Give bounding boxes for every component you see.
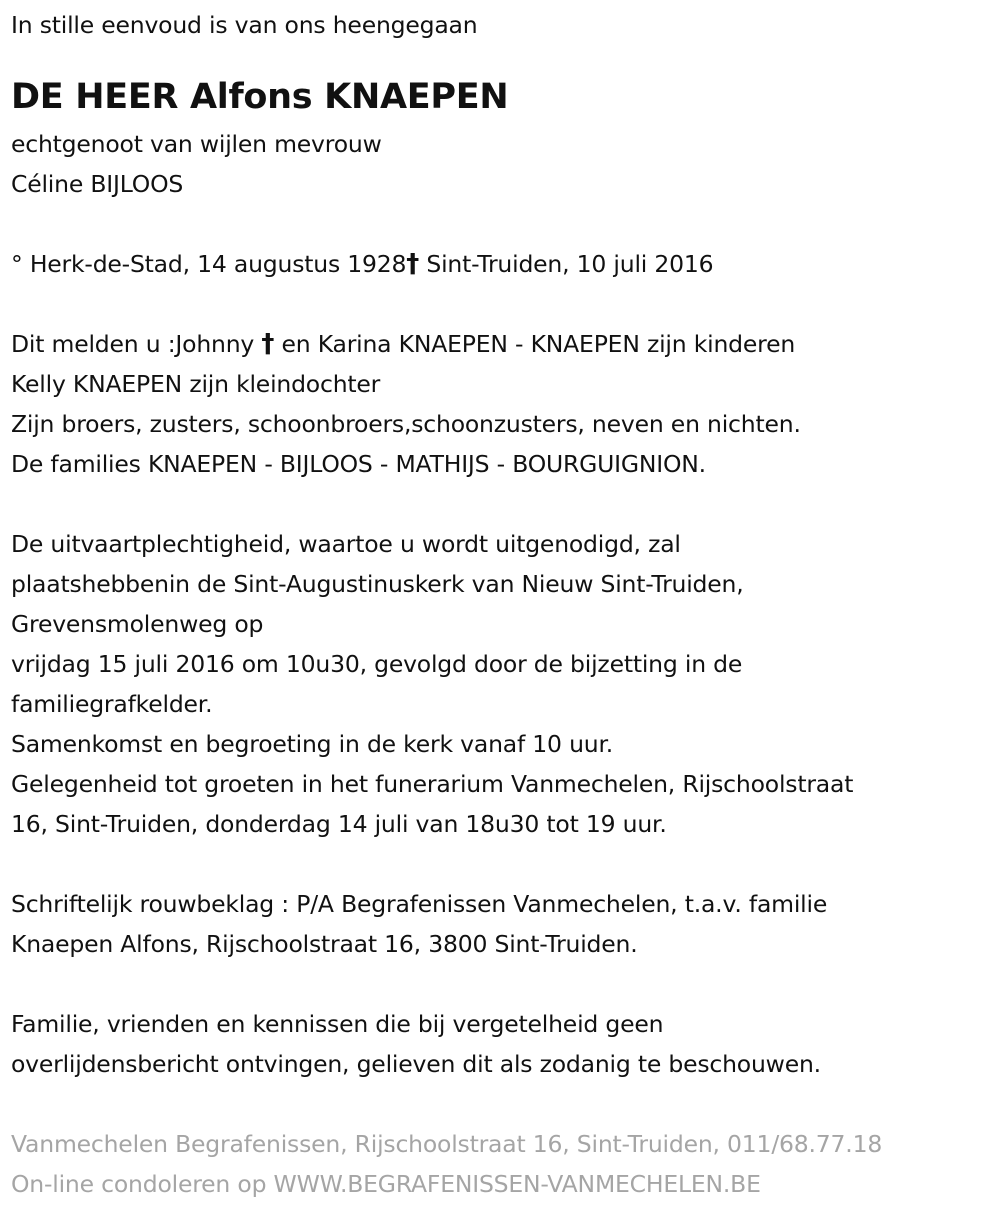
birth-death-line [11,244,1000,284]
children-suffix: en Karina KNAEPEN - KNAEPEN zijn kinderen [274,330,796,358]
deceased-name-title: DE HEER Alfons KNAEPEN [11,77,509,117]
children-line [11,324,1000,364]
death-info: Sint-Truiden, 10 juli 2016 [419,250,714,278]
cross-icon: † [261,329,275,359]
notice-line: Familie, vrienden en kennissen die bij vergetelheid geen [11,1010,664,1038]
ceremony-line: Gelegenheid tot groeten in het funerarium Vanmechelen, Rijschoolstraat [11,770,854,798]
ceremony-line: Samenkomst en begroeting in de kerk vanaf 10 uur. [11,730,614,758]
notice-line: overlijdensbericht ontvingen, gelieven dit als zodanig te beschouwen. [11,1050,821,1078]
intro-text: In stille eenvoud is van ons heengegaan [11,11,478,39]
relatives-line: Zijn broers, zusters, schoonbroers,schoonzusters, neven en nichten. [11,410,801,438]
funeral-home-info: Vanmechelen Begrafenissen, Rijschoolstraat 16, Sint-Truiden, 011/68.77.18 [11,1130,883,1158]
ceremony-line: 16, Sint-Truiden, donderdag 14 juli van 18u30 tot 19 uur. [11,810,667,838]
condolence-line: Knaepen Alfons, Rijschoolstraat 16, 3800 Sint-Truiden. [11,930,638,958]
spacer [11,284,1000,324]
spacer [11,44,1000,70]
spouse-line-1: echtgenoot van wijlen mevrouw [11,130,382,158]
spacer [11,484,1000,524]
families-line: De families KNAEPEN - BIJLOOS - MATHIJS - BOURGUIGNION. [11,450,706,478]
ceremony-line: vrijdag 15 juli 2016 om 10u30, gevolgd door de bijzetting in de [11,650,743,678]
cross-icon: † [406,249,420,279]
online-condolence-link[interactable]: On-line condoleren op WWW.BEGRAFENISSEN-VANMECHELEN.BE [11,1170,761,1198]
ceremony-line: Grevensmolenweg op [11,610,264,638]
spacer [11,964,1000,1004]
ceremony-line: plaatshebbenin de Sint-Augustinuskerk van Nieuw Sint-Truiden, [11,570,744,598]
grandchild-line: Kelly KNAEPEN zijn kleindochter [11,370,381,398]
birth-info: ° Herk-de-Stad, 14 augustus 1928 [11,250,407,278]
spacer [11,844,1000,884]
children-prefix: Dit melden u :Johnny [11,330,262,358]
spouse-line-2: Céline BIJLOOS [11,170,184,198]
ceremony-line: De uitvaartplechtigheid, waartoe u wordt uitgenodigd, zal [11,530,681,558]
ceremony-line: familiegrafkelder. [11,690,213,718]
condolence-line: Schriftelijk rouwbeklag : P/A Begrafenissen Vanmechelen, t.a.v. familie [11,890,828,918]
spacer [11,204,1000,244]
spacer [11,1084,1000,1124]
